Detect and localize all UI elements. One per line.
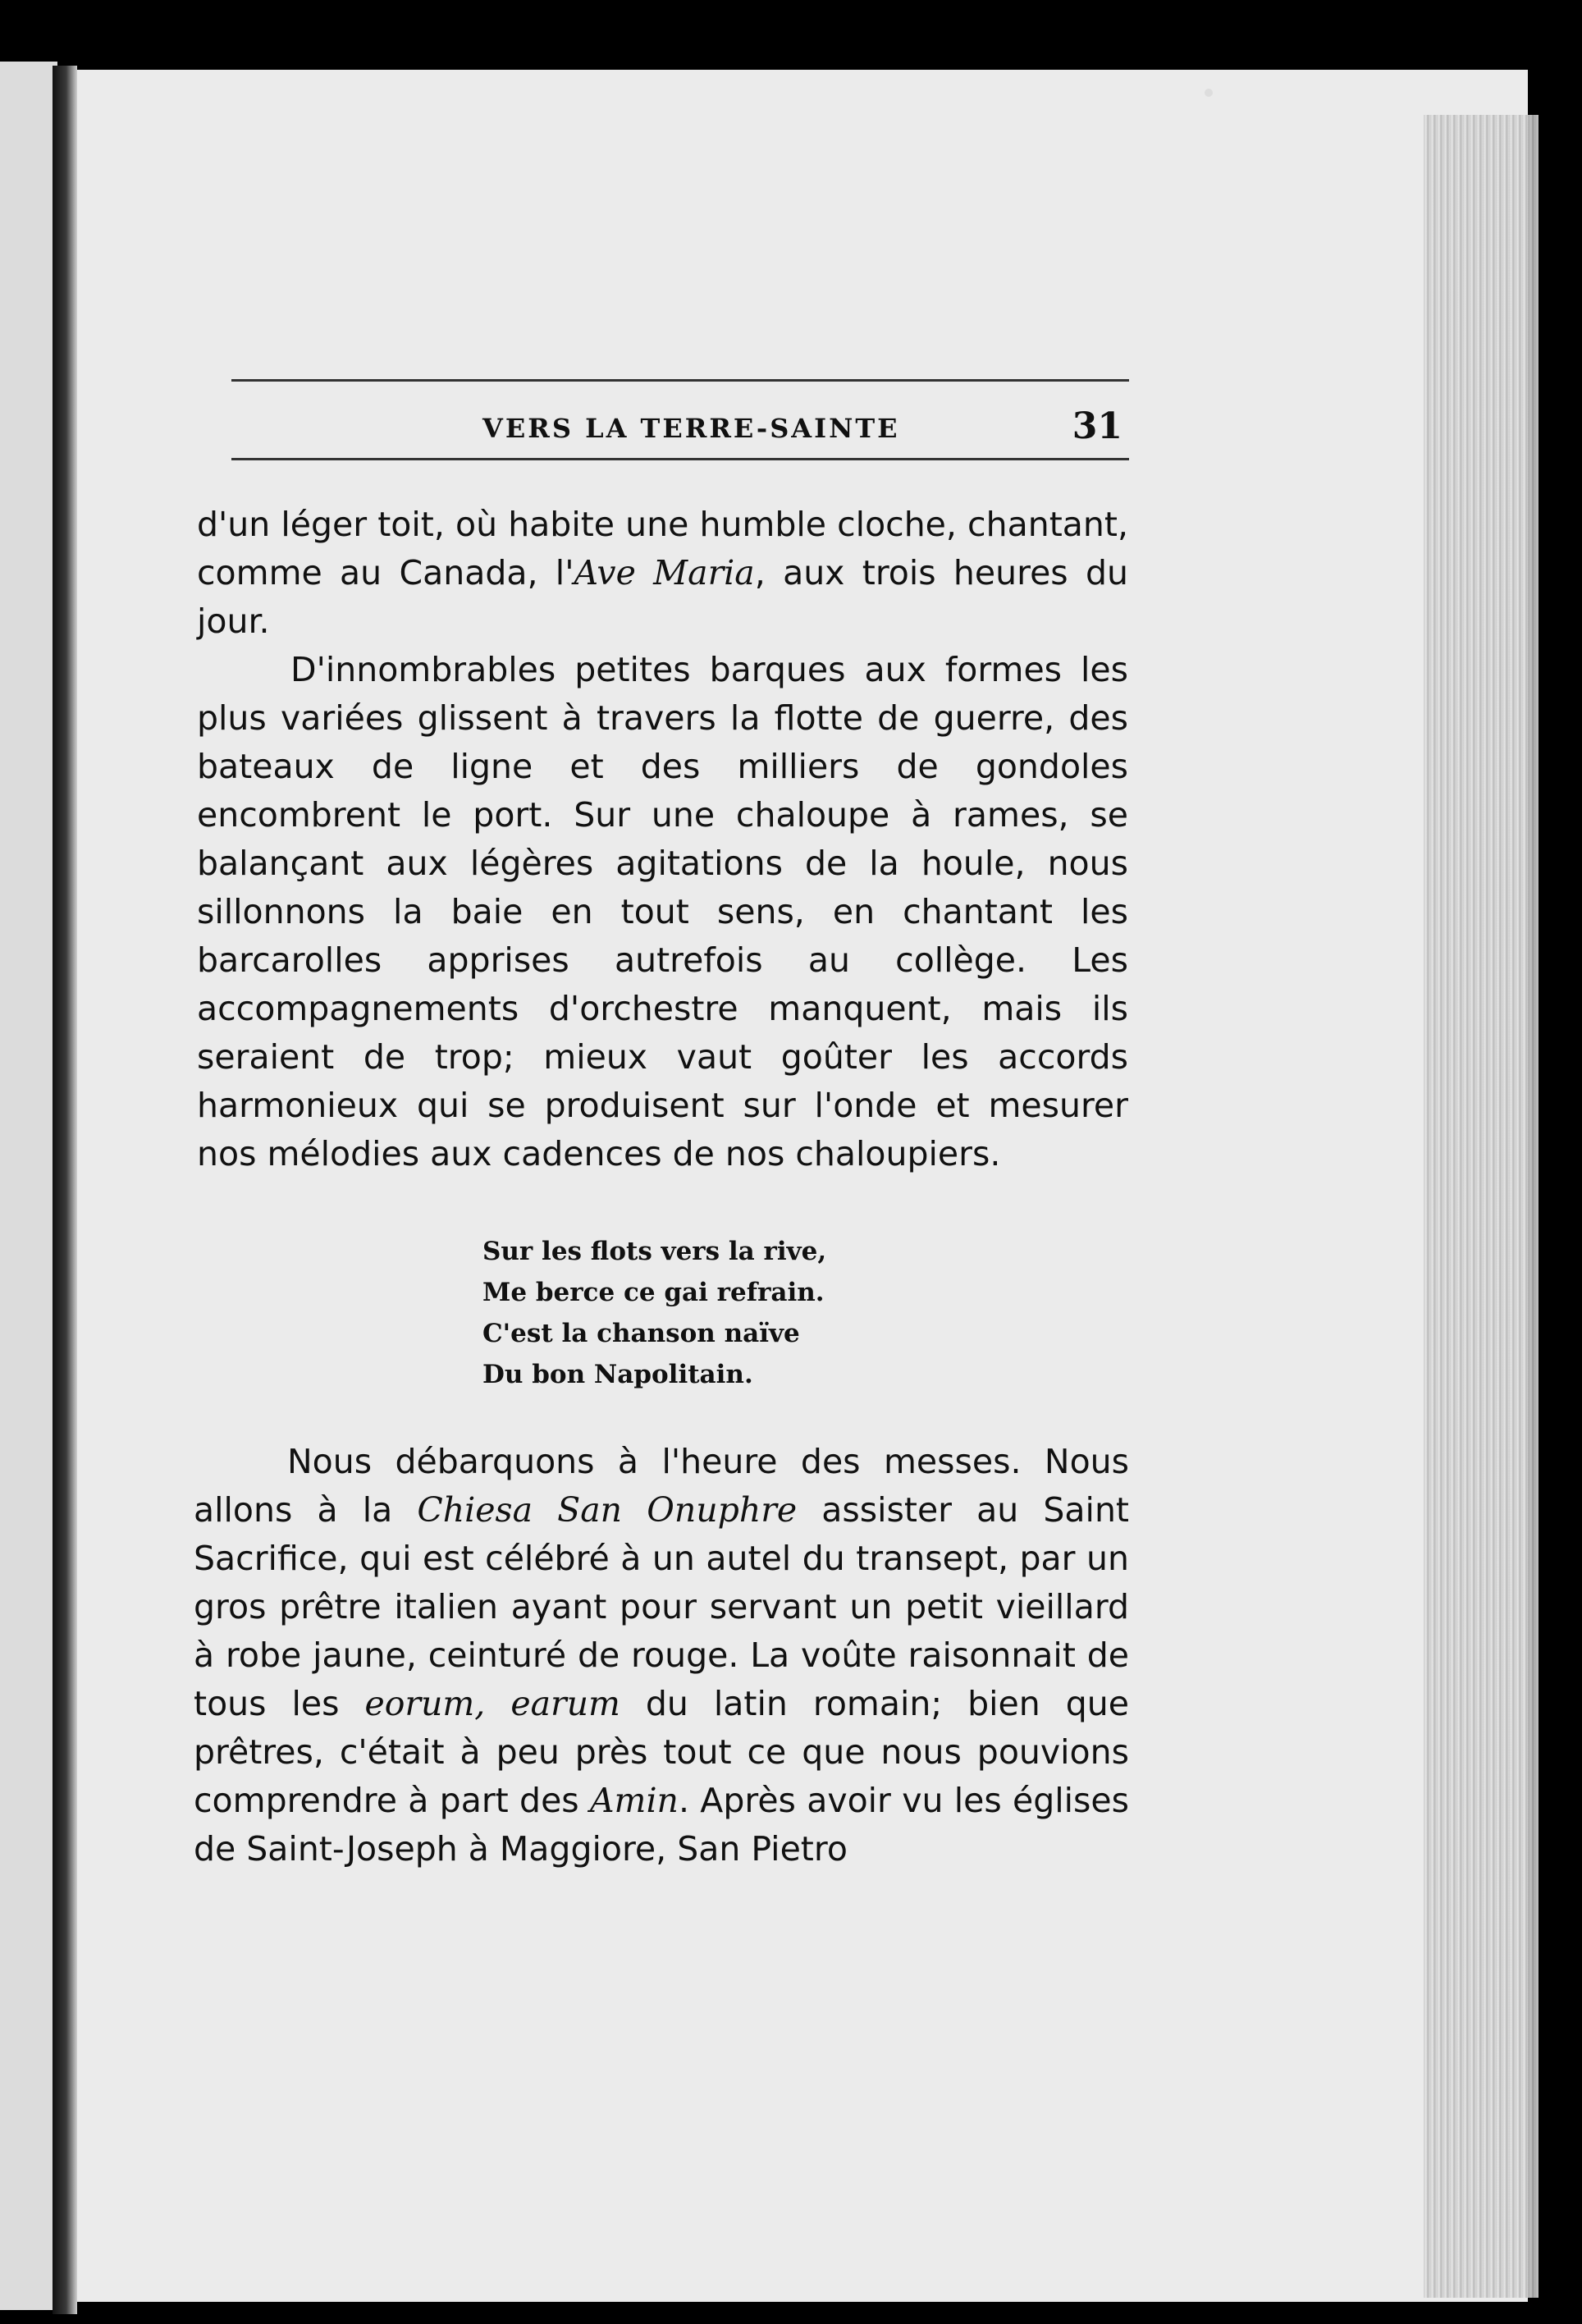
paragraph-1-text: d'un léger toit, où habite une humble cloche, chantant, comme au Canada, l' — [197, 505, 1128, 592]
verse-quote — [482, 1231, 826, 1395]
paragraph-3-italic: eorum, earum — [364, 1684, 620, 1723]
paragraph-3-italic: Chiesa San Onuphre — [417, 1490, 798, 1530]
paragraph-1-italic: Ave Maria — [574, 553, 755, 592]
facing-page-edge — [0, 62, 57, 2310]
page-header — [231, 368, 1129, 483]
paragraph-1 — [197, 501, 1128, 646]
paragraph-3-text: . Après avoir vu les églises de Saint-Joseph à Maggiore, San Pietro — [194, 1781, 1129, 1869]
paragraph-1-text-end: , aux trois heures du jour. — [197, 553, 1128, 641]
paragraph-3-text: Nous débarquons à l'heure des messes. Nous allons à la — [194, 1442, 1129, 1530]
verse-line: Du bon Napolitain. — [482, 1360, 753, 1389]
paragraph-3-italic: Amin — [589, 1781, 679, 1820]
paragraph-3-text: du latin romain; bien que prêtres, c'était à peu près tout ce que nous pouvions comprendre à part des — [194, 1684, 1129, 1820]
body-text-upper — [197, 501, 1128, 1178]
paragraph-2: D'innombrables petites barques aux formes les plus variées glissent à travers la flotte de guerre, des bateaux de ligne et des milliers de gondoles encombrent le port. Sur une chaloupe à rames, se balançant aux légères agitations de la houle, nous sillonnons la baie en tout sens, en chantant les barcarolles apprises autrefois au collège. Les accompagnements d'orchestre manquent, mais ils seraient de trop; mieux vaut goûter les accords harmonieux qui se produisent sur l'onde et mesurer nos mélodies aux cadences de nos chaloupiers. — [197, 650, 1128, 1173]
header-rule-bottom — [231, 458, 1129, 460]
running-head: VERS LA TERRE-SAINTE — [482, 413, 900, 444]
header-rule-top — [231, 379, 1129, 382]
page-number: 31 — [1072, 405, 1122, 447]
book-binding-shadow — [53, 66, 77, 2314]
dust-speck — [1205, 89, 1213, 97]
verse-line: Sur les flots vers la rive, — [482, 1237, 827, 1266]
verse-line: Me berce ce gai refrain. — [482, 1278, 825, 1307]
paragraph-3-text: assister au Saint Sacrifice, qui est célébré à un autel du transept, par un gros prêtre italien ayant pour servant un petit vieillard à robe jaune, ceinturé de rouge. La voûte raisonnait de tous les — [194, 1490, 1130, 1723]
paragraph-3 — [194, 1438, 1129, 1873]
body-text-lower — [194, 1438, 1129, 1873]
page-stack-edge — [1424, 115, 1539, 2298]
verse-line: C'est la chanson naïve — [482, 1319, 800, 1348]
